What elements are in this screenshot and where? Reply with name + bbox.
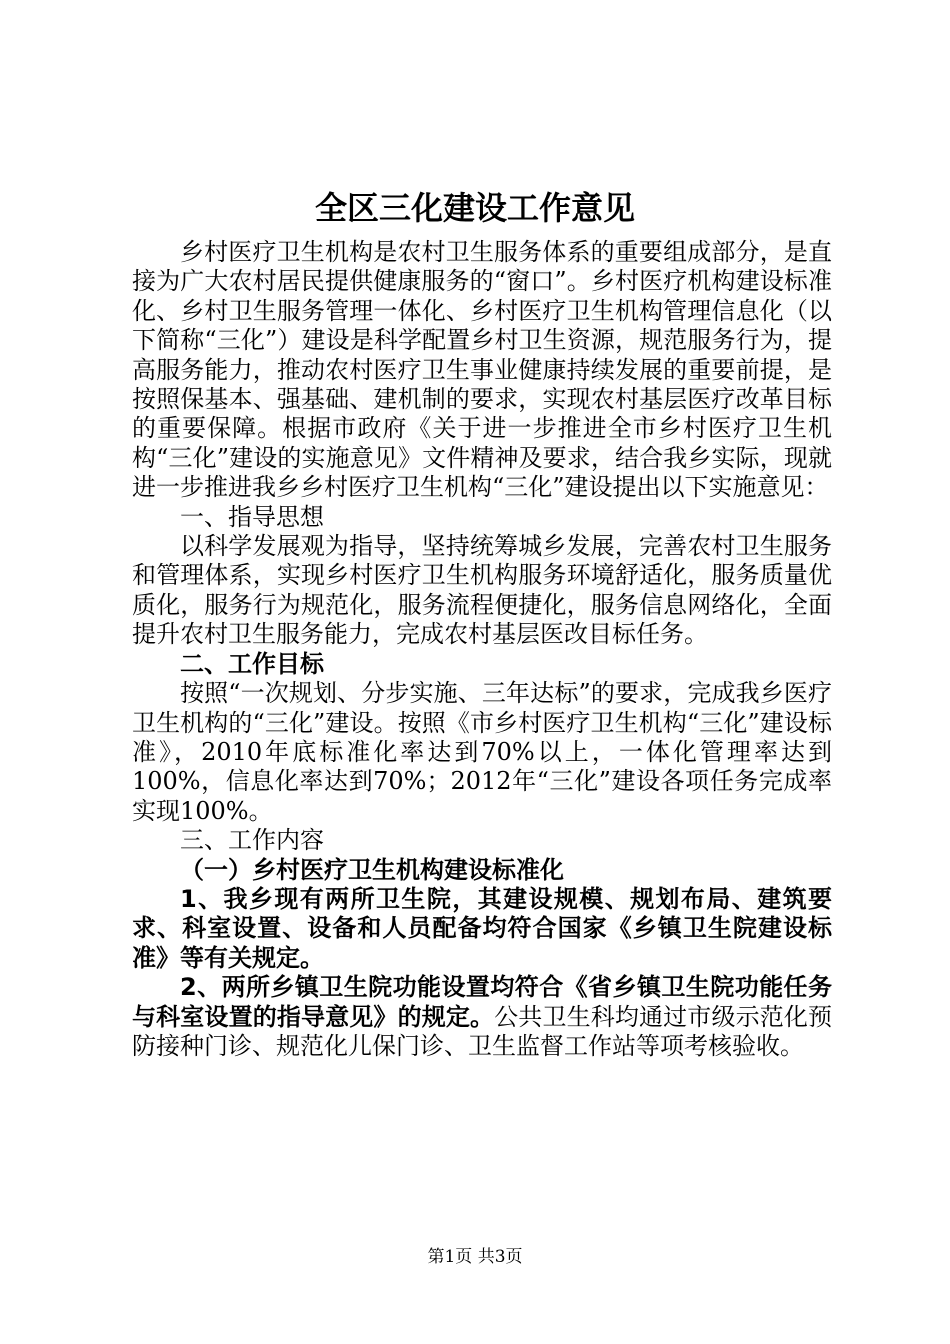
item-2-normal-text: 公共卫生科均通过市级示范化预防接种门诊、规范化儿保门诊、卫生监督工作站等项考核验收。 bbox=[132, 1002, 833, 1060]
document-title: 全区三化建设工作意见 bbox=[314, 189, 635, 227]
section-heading-work-content: 三、工作内容 bbox=[180, 826, 324, 855]
item-2-paragraph bbox=[132, 973, 832, 1061]
subsection-heading-standardization: （一）乡村医疗卫生机构建设标准化 bbox=[180, 855, 564, 884]
section-heading-guiding-ideology: 一、指导思想 bbox=[180, 502, 324, 531]
document-body bbox=[132, 238, 832, 1061]
guiding-ideology-paragraph: 以科学发展观为指导，坚持统筹城乡发展，完善农村卫生服务和管理体系，实现乡村医疗卫生机构服务环境舒适化，服务质量优质化，服务行为规范化，服务流程便捷化，服务信息网络化，全面提升农村卫生服务能力，完成农村基层医改目标任务。 bbox=[132, 532, 832, 649]
item-1-paragraph: 1、我乡现有两所卫生院，其建设规模、规划布局、建筑要求、科室设置、设备和人员配备均符合国家《乡镇卫生院建设标准》等有关规定。 bbox=[132, 884, 832, 972]
item-2-bold-text: 2、两所乡镇卫生院功能设置均符合《省乡镇卫生院功能任务与科室设置的指导意见》的规定。 bbox=[132, 973, 832, 1031]
work-goals-paragraph: 按照“一次规划、分步实施、三年达标”的要求，完成我乡医疗卫生机构的“三化”建设。按照《市乡村医疗卫生机构“三化”建设标准》，2010年底标准化率达到70%以上，一体化管理率达到100%，信息化率达到70%；2012年“三化”建设各项任务完成率实现100%。 bbox=[132, 679, 832, 825]
intro-paragraph: 乡村医疗卫生机构是农村卫生服务体系的重要组成部分，是直接为广大农村居民提供健康服务的“窗口”。乡村医疗机构建设标准化、乡村卫生服务管理一体化、乡村医疗卫生机构管理信息化（以下简称“三化”）建设是科学配置乡村卫生资源，规范服务行为，提高服务能力，推动农村医疗卫生事业健康持续发展的重要前提，是按照保基本、强基础、建机制的要求，实现农村基层医疗改革目标的重要保障。根据市政府《关于进一步推进全市乡村医疗卫生机构“三化”建设的实施意见》文件精神及要求，结合我乡实际，现就进一步推进我乡乡村医疗卫生机构“三化”建设提出以下实施意见： bbox=[132, 238, 832, 502]
section-heading-work-goals: 二、工作目标 bbox=[180, 649, 324, 678]
page-footer: 第1页 共3页 bbox=[427, 1247, 523, 1267]
